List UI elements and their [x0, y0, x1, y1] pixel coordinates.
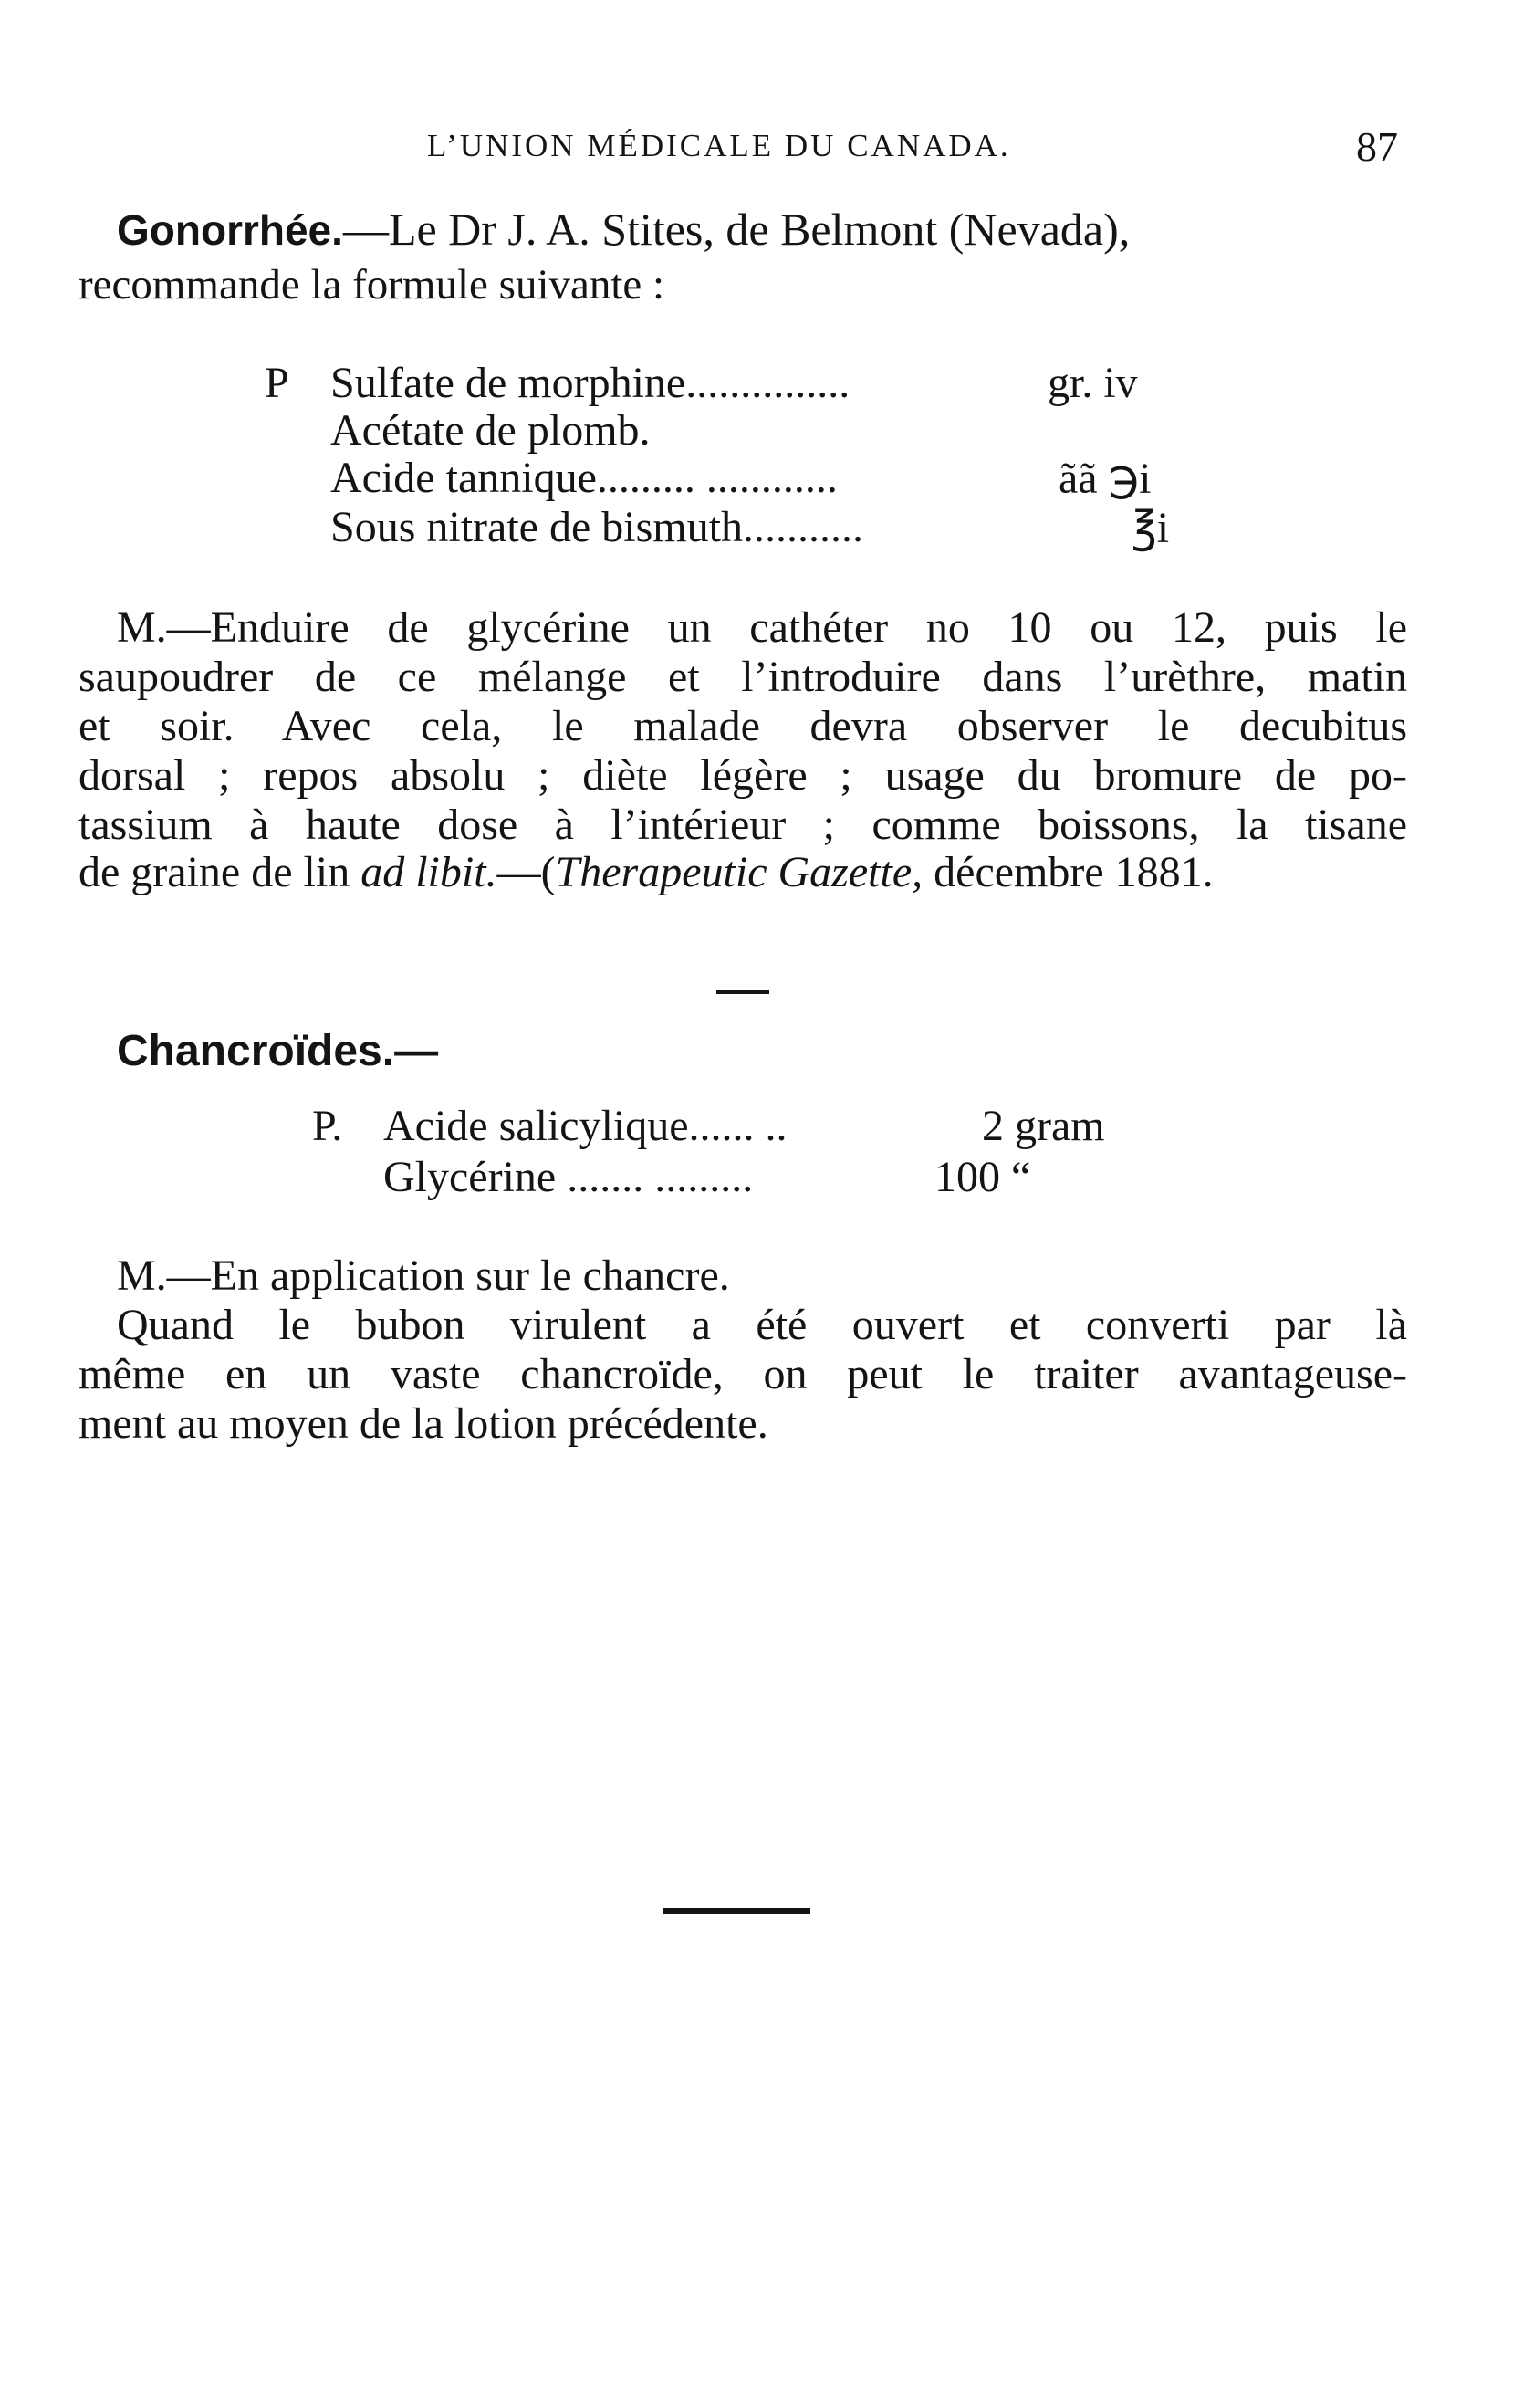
section-heading-chancroides: Chancroïdes.— [117, 1027, 439, 1075]
rx-item: Glycérine ....... ......... [383, 1153, 754, 1201]
running-title: L’UNION MÉDICALE DU CANADA. [427, 128, 1011, 163]
instruction-line: dorsal ; repos absolu ; diète légère ; usage du bromure de po- [78, 751, 1407, 800]
instruction-line: et soir. Avec cela, le malade devra observer le decubitus [78, 702, 1407, 750]
rx-qty: ℥i [1132, 504, 1170, 552]
rx-qty: ãã ℈i [1059, 455, 1152, 503]
rx-marker: P. [312, 1102, 343, 1150]
rx-item: Acétate de plomb. [330, 406, 651, 455]
note-line: même en un vaste chancroïde, on peut le traiter avantageuse- [78, 1350, 1407, 1398]
note-line: Quand le bubon virulent a été ouvert et converti par là [117, 1301, 1407, 1349]
instruction-line: saupoudrer de ce mélange et l’introduire dans l’urèthre, matin [78, 653, 1407, 701]
instruction-text: décembre 1881. [923, 848, 1214, 896]
rx-marker: P [265, 359, 289, 407]
journal-title: Therapeutic Gazette, [555, 848, 924, 896]
instruction-line [78, 847, 1214, 897]
rx-qty: gr. iv [1048, 359, 1138, 407]
section-separator [716, 990, 769, 994]
page-number: 87 [1356, 123, 1398, 170]
instruction-text: de graine de lin [78, 848, 361, 896]
rx-qty: 100 “ [934, 1153, 1031, 1201]
rx-item: Sous nitrate de bismuth........... [330, 503, 863, 551]
gonorrhee-intro-line2: recommande la formule suivante : [78, 261, 665, 309]
instruction-line: M.—Enduire de glycérine un cathéter no 10 ou 12, puis le [117, 603, 1407, 652]
note-line: ment au moyen de la lotion précédente. [78, 1399, 768, 1448]
instruction-italic: ad libit. [360, 848, 497, 896]
end-rule [663, 1908, 810, 1914]
application-note: M.—En application sur le chancre. [117, 1251, 730, 1300]
gonorrhee-intro-line1 [117, 203, 1130, 256]
section-heading-gonorrhee: Gonorrhée. [117, 206, 343, 254]
rx-item: Sulfate de morphine............... [330, 359, 850, 407]
instruction-line: tassium à haute dose à l’intérieur ; comme boissons, la tisane [78, 801, 1407, 849]
intro-text: —Le Dr J. A. Stites, de Belmont (Nevada), [342, 204, 1131, 255]
rx-item: Acide salicylique...... .. [383, 1102, 788, 1150]
rx-qty: 2 gram [982, 1102, 1105, 1150]
rx-item: Acide tannique......... ............ [330, 454, 838, 502]
instruction-text: —( [496, 848, 556, 896]
